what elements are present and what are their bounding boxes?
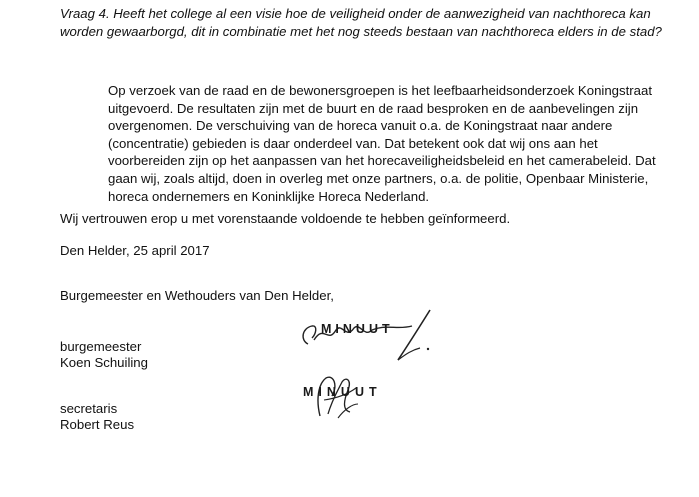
minuut-stamp-mayor: MINUUT	[321, 322, 394, 336]
signatory-name-mayor: Koen Schuiling	[60, 355, 148, 370]
salutation: Burgemeester en Wethouders van Den Helder,	[60, 288, 334, 303]
place-date: Den Helder, 25 april 2017	[60, 243, 210, 258]
signatory-role-secretary: secretaris	[60, 401, 118, 416]
closing-sentence: Wij vertrouwen erop u met vorenstaande voldoende te hebben geïnformeerd.	[60, 211, 511, 226]
minuut-stamp-secretary: MINUUT	[303, 385, 382, 399]
signatory-role-mayor: burgemeester	[60, 339, 142, 354]
answer-text: Op verzoek van de raad en de bewonersgroepen is het leefbaarheidsonderzoek Koningstraat uitgevoerd. De resultaten zijn met de buurt en de raad besproken en de aanbevelingen zijn overgenomen. De verschuiving van de horeca vanuit o.a. de Koningstraat naar andere (concentratie) gebieden is daar onderdeel van. Dat betekent ook dat wij ons aan het voorbereiden zijn op het aanpassen van het horecaveiligheidsbeleid en het camerabeleid. Dat gaan wij, zoals altijd, doen in overleg met onze partners, o.a. de politie, Openbaar Ministerie, horeca ondernemers en Koninklijke Horeca Nederland.	[108, 83, 656, 204]
question-text: Vraag 4. Heeft het college al een visie hoe de veiligheid onder de aanwezigheid van nachthoreca kan worden gewaarborgd, dit in combinatie met het nog steeds bestaan van nachthoreca elders in de stad?	[60, 6, 662, 39]
signatory-name-secretary: Robert Reus	[60, 417, 135, 432]
